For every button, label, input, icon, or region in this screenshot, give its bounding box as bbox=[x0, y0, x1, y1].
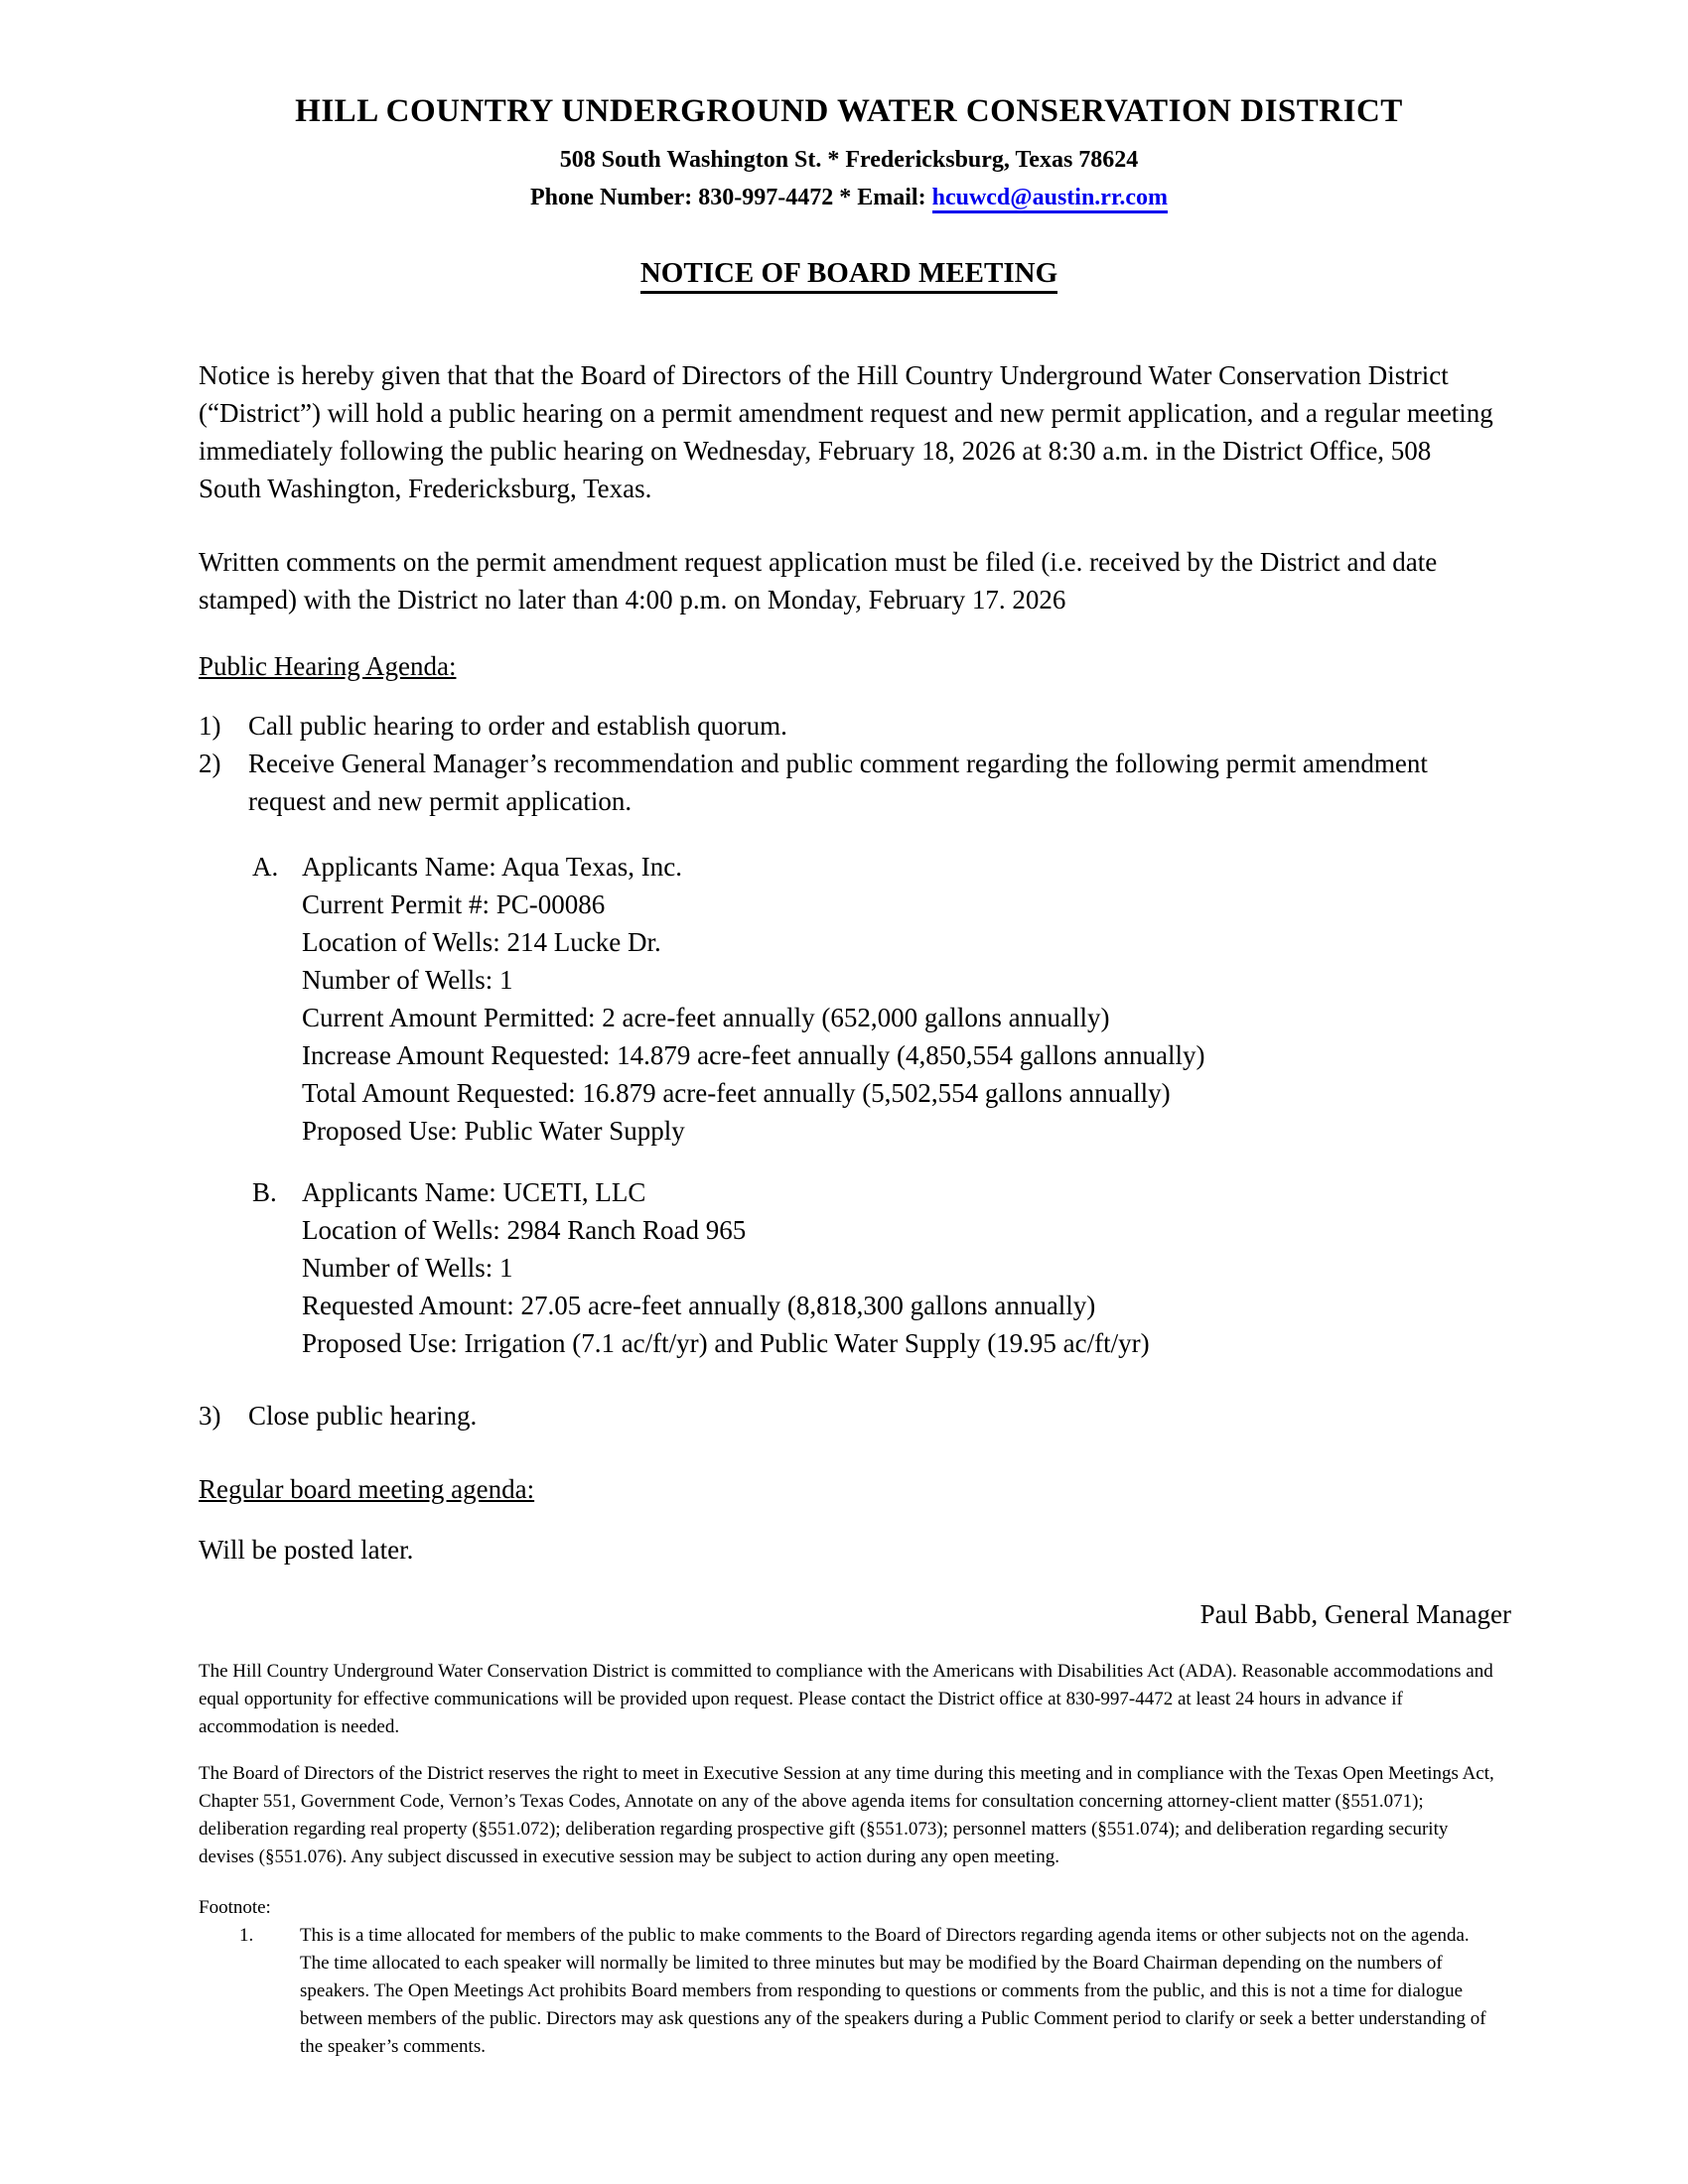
agenda-item-number: 1) bbox=[199, 711, 221, 741]
wells-number: Number of Wells: 1 bbox=[302, 1253, 513, 1283]
agenda-item-text: Close public hearing. bbox=[248, 1401, 478, 1431]
agenda-item-3 bbox=[199, 1397, 1499, 1434]
executive-session-paragraph: The Board of Directors of the District reserves the right to meet in Executive Session at any time during this meeting and in compliance with the Texas Open Meetings Act, Chapter 551, Government Code, Vernon’s Texas Codes, Annotate on any of the above agenda items for consultation concerning attorney-client matter (§551.071); deliberation regarding real property (§551.072); deliberation regarding prospective gift (§551.073); personnel matters (§551.074); and deliberation regarding security devises (§551.076). Any subject discussed in executive session may be subject to action during any open meeting. bbox=[199, 1763, 1494, 1867]
current-permit: Current Permit #: PC-00086 bbox=[302, 889, 606, 919]
requested-amount: Requested Amount: 27.05 acre-feet annually (8,818,300 gallons annually) bbox=[302, 1291, 1096, 1320]
applicant-name: Applicants Name: Aqua Texas, Inc. bbox=[302, 852, 683, 882]
signature-line: Paul Babb, General Manager bbox=[1199, 1599, 1511, 1629]
ada-compliance-paragraph: The Hill Country Underground Water Conservation District is committed to compliance with the Americans with Disabilities Act (ADA). Reasonable accommodations and equal opportunity for effective communications will be provided upon request. Please contact the District office at 830-997-4472 at least 24 hours in advance if accommodation is needed. bbox=[199, 1661, 1493, 1737]
increase-amount: Increase Amount Requested: 14.879 acre-feet annually (4,850,554 gallons annually) bbox=[302, 1040, 1205, 1070]
agenda-item-number: 2) bbox=[199, 749, 221, 778]
applicant-name: Applicants Name: UCETI, LLC bbox=[302, 1177, 646, 1207]
footnote-number: 1. bbox=[239, 1925, 254, 1946]
proposed-use: Proposed Use: Irrigation (7.1 ac/ft/yr) and Public Water Supply (19.95 ac/ft/yr) bbox=[302, 1328, 1150, 1358]
current-amount: Current Amount Permitted: 2 acre-feet annually (652,000 gallons annually) bbox=[302, 1003, 1110, 1032]
agenda-item-text: Call public hearing to order and establish quorum. bbox=[248, 711, 787, 741]
notice-heading: NOTICE OF BOARD MEETING bbox=[640, 256, 1057, 294]
application-b bbox=[252, 1173, 1499, 1362]
email-link[interactable]: hcuwcd@austin.rr.com bbox=[932, 185, 1168, 213]
total-amount: Total Amount Requested: 16.879 acre-feet annually (5,502,554 gallons annually) bbox=[302, 1078, 1171, 1108]
footnote-text: This is a time allocated for members of the public to make comments to the Board of Directors regarding agenda items or other subjects not on the agenda. The time allocated to each speaker will normally be limited to three minutes but may be modified by the Board Chairman depending on the numbers of speakers. The Open Meetings Act prohibits Board members from responding to questions or comments from the public, and this is not a time for dialogue between members of the public. Directors may ask questions any of the speakers during a Public Comment period to clarify or seek a better understanding of the speaker’s comments. bbox=[300, 1925, 1486, 2057]
wells-number: Number of Wells: 1 bbox=[302, 965, 513, 995]
notice-heading-wrap bbox=[199, 256, 1499, 294]
district-address: 508 South Washington St. * Fredericksburg, Texas 78624 bbox=[559, 147, 1139, 173]
wells-location: Location of Wells: 2984 Ranch Road 965 bbox=[302, 1215, 747, 1245]
proposed-use: Proposed Use: Public Water Supply bbox=[302, 1116, 685, 1146]
public-hearing-agenda-heading: Public Hearing Agenda: bbox=[199, 651, 457, 681]
district-phone-email bbox=[199, 184, 1499, 211]
footnote-label: Footnote: bbox=[199, 1897, 271, 1918]
district-title: HILL COUNTRY UNDERGROUND WATER CONSERVATION DISTRICT bbox=[295, 93, 1403, 129]
phone-label: Phone Number: 830-997-4472 * Email: bbox=[529, 185, 932, 210]
intro-paragraph: Notice is hereby given that that the Board of Directors of the Hill Country Underground Water Conservation District (“District”) will hold a public hearing on a permit amendment request and new permit application, and a regular meeting immediately following the public hearing on Wednesday, February 18, 2026 at 8:30 a.m. in the District Office, 508 South Washington, Fredericksburg, Texas. bbox=[199, 360, 1493, 503]
agenda-item-2 bbox=[199, 745, 1499, 820]
application-details bbox=[302, 848, 1499, 1150]
wells-location: Location of Wells: 214 Lucke Dr. bbox=[302, 927, 661, 957]
agenda-item-number: 3) bbox=[199, 1401, 221, 1431]
application-a bbox=[252, 848, 1499, 1150]
application-details bbox=[302, 1173, 1499, 1362]
agenda-item-text: Receive General Manager’s recommendation and public comment regarding the following permit amendment request and new permit application. bbox=[248, 749, 1428, 816]
footnote-1 bbox=[199, 1922, 1499, 2061]
posted-later-text: Will be posted later. bbox=[199, 1535, 414, 1565]
agenda-item-1 bbox=[199, 707, 1499, 745]
regular-meeting-heading: Regular board meeting agenda: bbox=[199, 1474, 535, 1504]
application-letter: A. bbox=[252, 852, 279, 882]
application-letter: B. bbox=[252, 1177, 277, 1207]
written-comments-paragraph: Written comments on the permit amendment request application must be filed (i.e. received by the District and date stamped) with the District no later than 4:00 p.m. on Monday, February 17. 2026 bbox=[199, 547, 1438, 614]
